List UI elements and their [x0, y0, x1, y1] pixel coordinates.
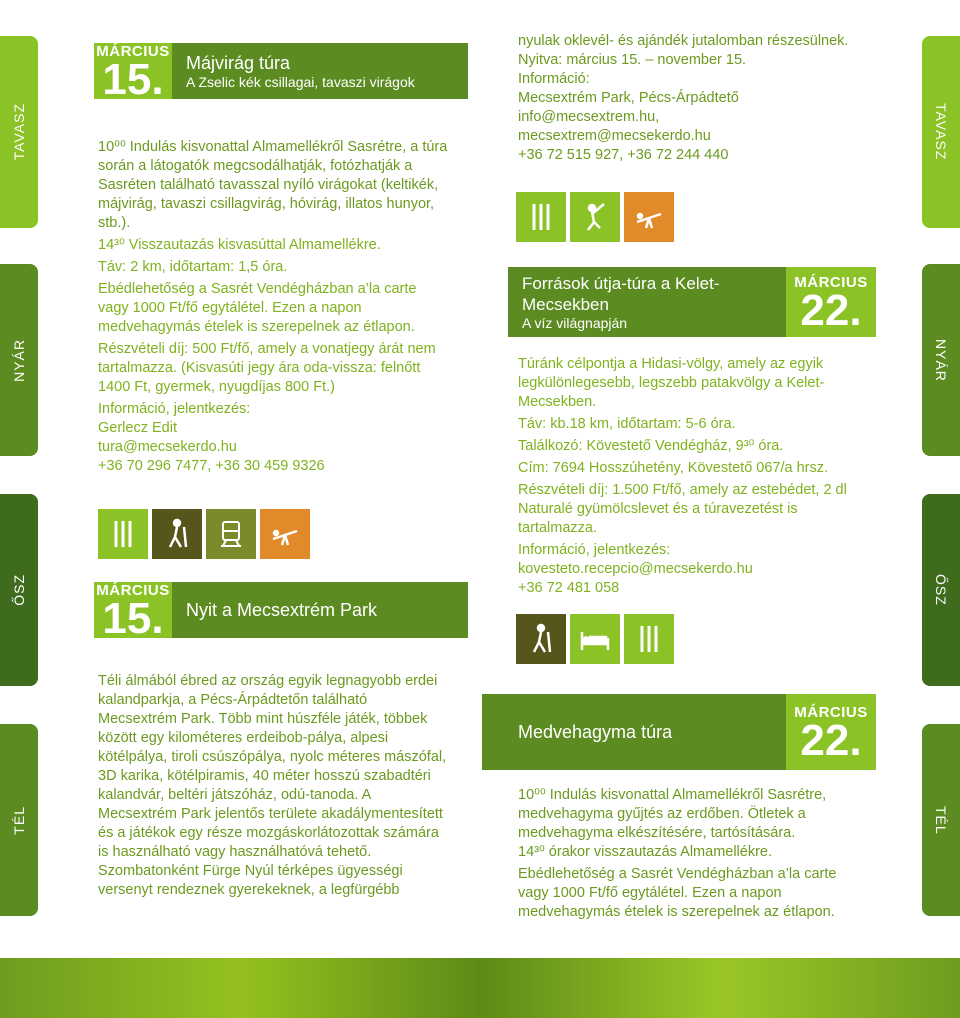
event1-date — [94, 42, 172, 104]
event1-line: Táv: 2 km, időtartam: 1,5 óra. — [98, 259, 288, 275]
event1-icons — [98, 509, 310, 559]
event1-title-box — [172, 43, 468, 99]
side-tab-winter-right: TÉL — [922, 724, 960, 916]
hiker-icon — [152, 509, 202, 559]
event2-cont-line: mecsextrem@mecsekerdo.hu — [518, 128, 711, 144]
event2-title: Nyit a Mecsextrém Park — [186, 599, 378, 620]
event1-line: Részvételi díj: 500 Ft/fő, amely a vonatjegy árát nem tartalmazza. (Kisvasúti jegy ára oda-vissza: felnőtt 1400 Ft, gyermek, nyugdíjas 800 Ft.) — [98, 341, 436, 395]
event3-day: 22. — [800, 285, 862, 335]
seesaw-icon — [624, 192, 674, 242]
event4-line: Ebédlehetőség a Sasrét Vendégházban a’la carte vagy 1000 Ft/fő egytálétel. Ezen a napon medvehagymás ételek is szerepelnek az étlapon. — [518, 866, 837, 920]
side-tab-summer-right: NYÁR — [922, 264, 960, 456]
event3-line: +36 72 481 058 — [518, 580, 620, 596]
event3-line: Részvételi díj: 1.500 Ft/fő, amely az estebédet, 2 dl Naturalé gyümölcslevet és a túravezetést is tartalmazza. — [518, 482, 847, 536]
event3-title: Források útja-túra a Kelet-Mecsekben — [522, 274, 720, 314]
event1-line: 14³⁰ Visszautazás kisvasúttal Almamellékre. — [98, 237, 381, 253]
event3-title-box — [508, 267, 786, 337]
event3-line: Információ, jelentkezés: — [518, 542, 671, 558]
event1-header — [94, 42, 468, 104]
event2-line: Téli álmából ébred az ország egyik legnagyobb erdei kalandparkja, a Pécs-Árpádtetőn található Mecsextrém Park. Több mint húszféle játék, többek között egy kilométeres erdeibob-pálya, alpesi kötélpálya, tiroli csúszópálya, nyolc méteres mászófal, 3D karika, kötélpiramis, 40 méter hosszú szabadtéri kalandvár, beltéri játszóház, odú-tanoda. A Mecsextrém Park jelentős területe akadálymentesített és a játékok egy része mozgáskorlátozottak számára is használható vagy használhatóvá tehető. — [98, 673, 447, 860]
hiker-icon — [516, 614, 566, 664]
event3-line: Táv: kb.18 km, időtartam: 5-6 óra. — [518, 416, 736, 432]
event3-body — [518, 355, 858, 598]
event2-day: 15. — [102, 593, 164, 643]
event2-date — [94, 581, 172, 643]
event1-month: MÁRCIUS — [96, 42, 170, 60]
event1-subtitle: A Zselic kék csillagai, tavaszi virágok — [186, 73, 415, 90]
bed-icon — [570, 614, 620, 664]
train-icon — [206, 509, 256, 559]
event2-cont-line: Mecsextrém Park, Pécs-Árpádtető — [518, 90, 739, 106]
event2-line: Szombatonként Fürge Nyúl térképes ügyességi versenyt rendeznek gyerekeknek, a legfürgébb — [98, 863, 403, 898]
event4-line: 14³⁰ órakor visszautazás Almamellékre. — [518, 844, 773, 860]
event3-line: Cím: 7694 Hosszúhetény, Kövestető 067/a hrsz. — [518, 460, 829, 476]
event1-line: 10⁰⁰ Indulás kisvonattal Almamellékről Sasrétre, a túra során a látogatók megcsodálhatják, fotózhatják a Sasréten található tavasszal nyíló virágokat (keltikék, májvirág, tavaszi csillagvirág, hóvirág, illatos hunyor, stb.). — [98, 139, 448, 231]
side-tab-spring-right: TAVASZ — [922, 36, 960, 228]
event4-month: MÁRCIUS — [794, 703, 868, 721]
event4-date — [786, 694, 876, 770]
side-tab-winter-left: TÉL — [0, 724, 38, 916]
climber-icon — [570, 192, 620, 242]
event2-cont-line: nyulak oklevél- és ajándék jutalomban részesülnek. — [518, 33, 849, 49]
event3-line: Túránk célpontja a Hidasi-völgy, amely az egyik legkülönlegesebb, legszebb patakvölgy a Kelet-Mecsekben. — [518, 356, 825, 410]
event4-title: Medvehagyma túra — [518, 721, 673, 742]
event3-line: kovesteto.recepcio@mecsekerdo.hu — [518, 561, 753, 577]
event3-date — [786, 267, 876, 337]
event3-header — [508, 267, 876, 337]
cutlery-icon — [624, 614, 674, 664]
event1-body — [98, 138, 448, 476]
event4-header — [482, 694, 876, 770]
event4-line: 10⁰⁰ Indulás kisvonattal Almamellékről Sasrétre, medvehagyma gyűjtés az erdőben. Ötletek a medvehagyma elkészítésére, tartósítására. — [518, 787, 827, 841]
event1-line: tura@mecsekerdo.hu — [98, 439, 237, 455]
event1-line: Gerlecz Edit — [98, 420, 177, 436]
event1-line: Ebédlehetőség a Sasrét Vendégházban a’la carte vagy 1000 Ft/fő egytálétel. Ezen a napon medvehagymás ételek is szerepelnek az étlapon. — [98, 281, 417, 335]
event2-month: MÁRCIUS — [96, 581, 170, 599]
bottom-grass-band — [0, 958, 960, 1018]
side-tab-summer-left: NYÁR — [0, 264, 38, 456]
side-tab-autumn-left: ŐSZ — [0, 494, 38, 686]
event2-cont — [518, 32, 878, 165]
event2-cont-line: info@mecsextrem.hu, — [518, 109, 660, 125]
event2-cont-line: Információ: — [518, 71, 590, 87]
event4-body — [518, 786, 863, 925]
event2-header — [94, 581, 468, 643]
event4-title-box — [482, 694, 786, 770]
event1-title: Májvirág túra — [186, 52, 291, 73]
side-tab-spring-left: TAVASZ — [0, 36, 38, 228]
event3-month: MÁRCIUS — [794, 273, 868, 291]
cutlery-icon — [98, 509, 148, 559]
event1-day: 15. — [102, 54, 164, 104]
event2-cont-line: +36 72 515 927, +36 72 244 440 — [518, 147, 729, 163]
event3-subtitle: A víz világnapján — [522, 315, 628, 331]
event2-cont-line: Nyitva: március 15. – november 15. — [518, 52, 747, 68]
cutlery-icon — [516, 192, 566, 242]
event3-icons — [516, 614, 674, 664]
seesaw-icon — [260, 509, 310, 559]
event4-day: 22. — [800, 715, 862, 765]
event1-line: Információ, jelentkezés: — [98, 401, 251, 417]
event2-body — [98, 672, 448, 900]
event2-icons — [516, 192, 674, 242]
event2-title-box — [172, 582, 468, 638]
event3-line: Találkozó: Kövestető Vendégház, 9³⁰ óra. — [518, 438, 784, 454]
event1-line: +36 70 296 7477, +36 30 459 9326 — [98, 458, 325, 474]
side-tab-autumn-right: ŐSZ — [922, 494, 960, 686]
